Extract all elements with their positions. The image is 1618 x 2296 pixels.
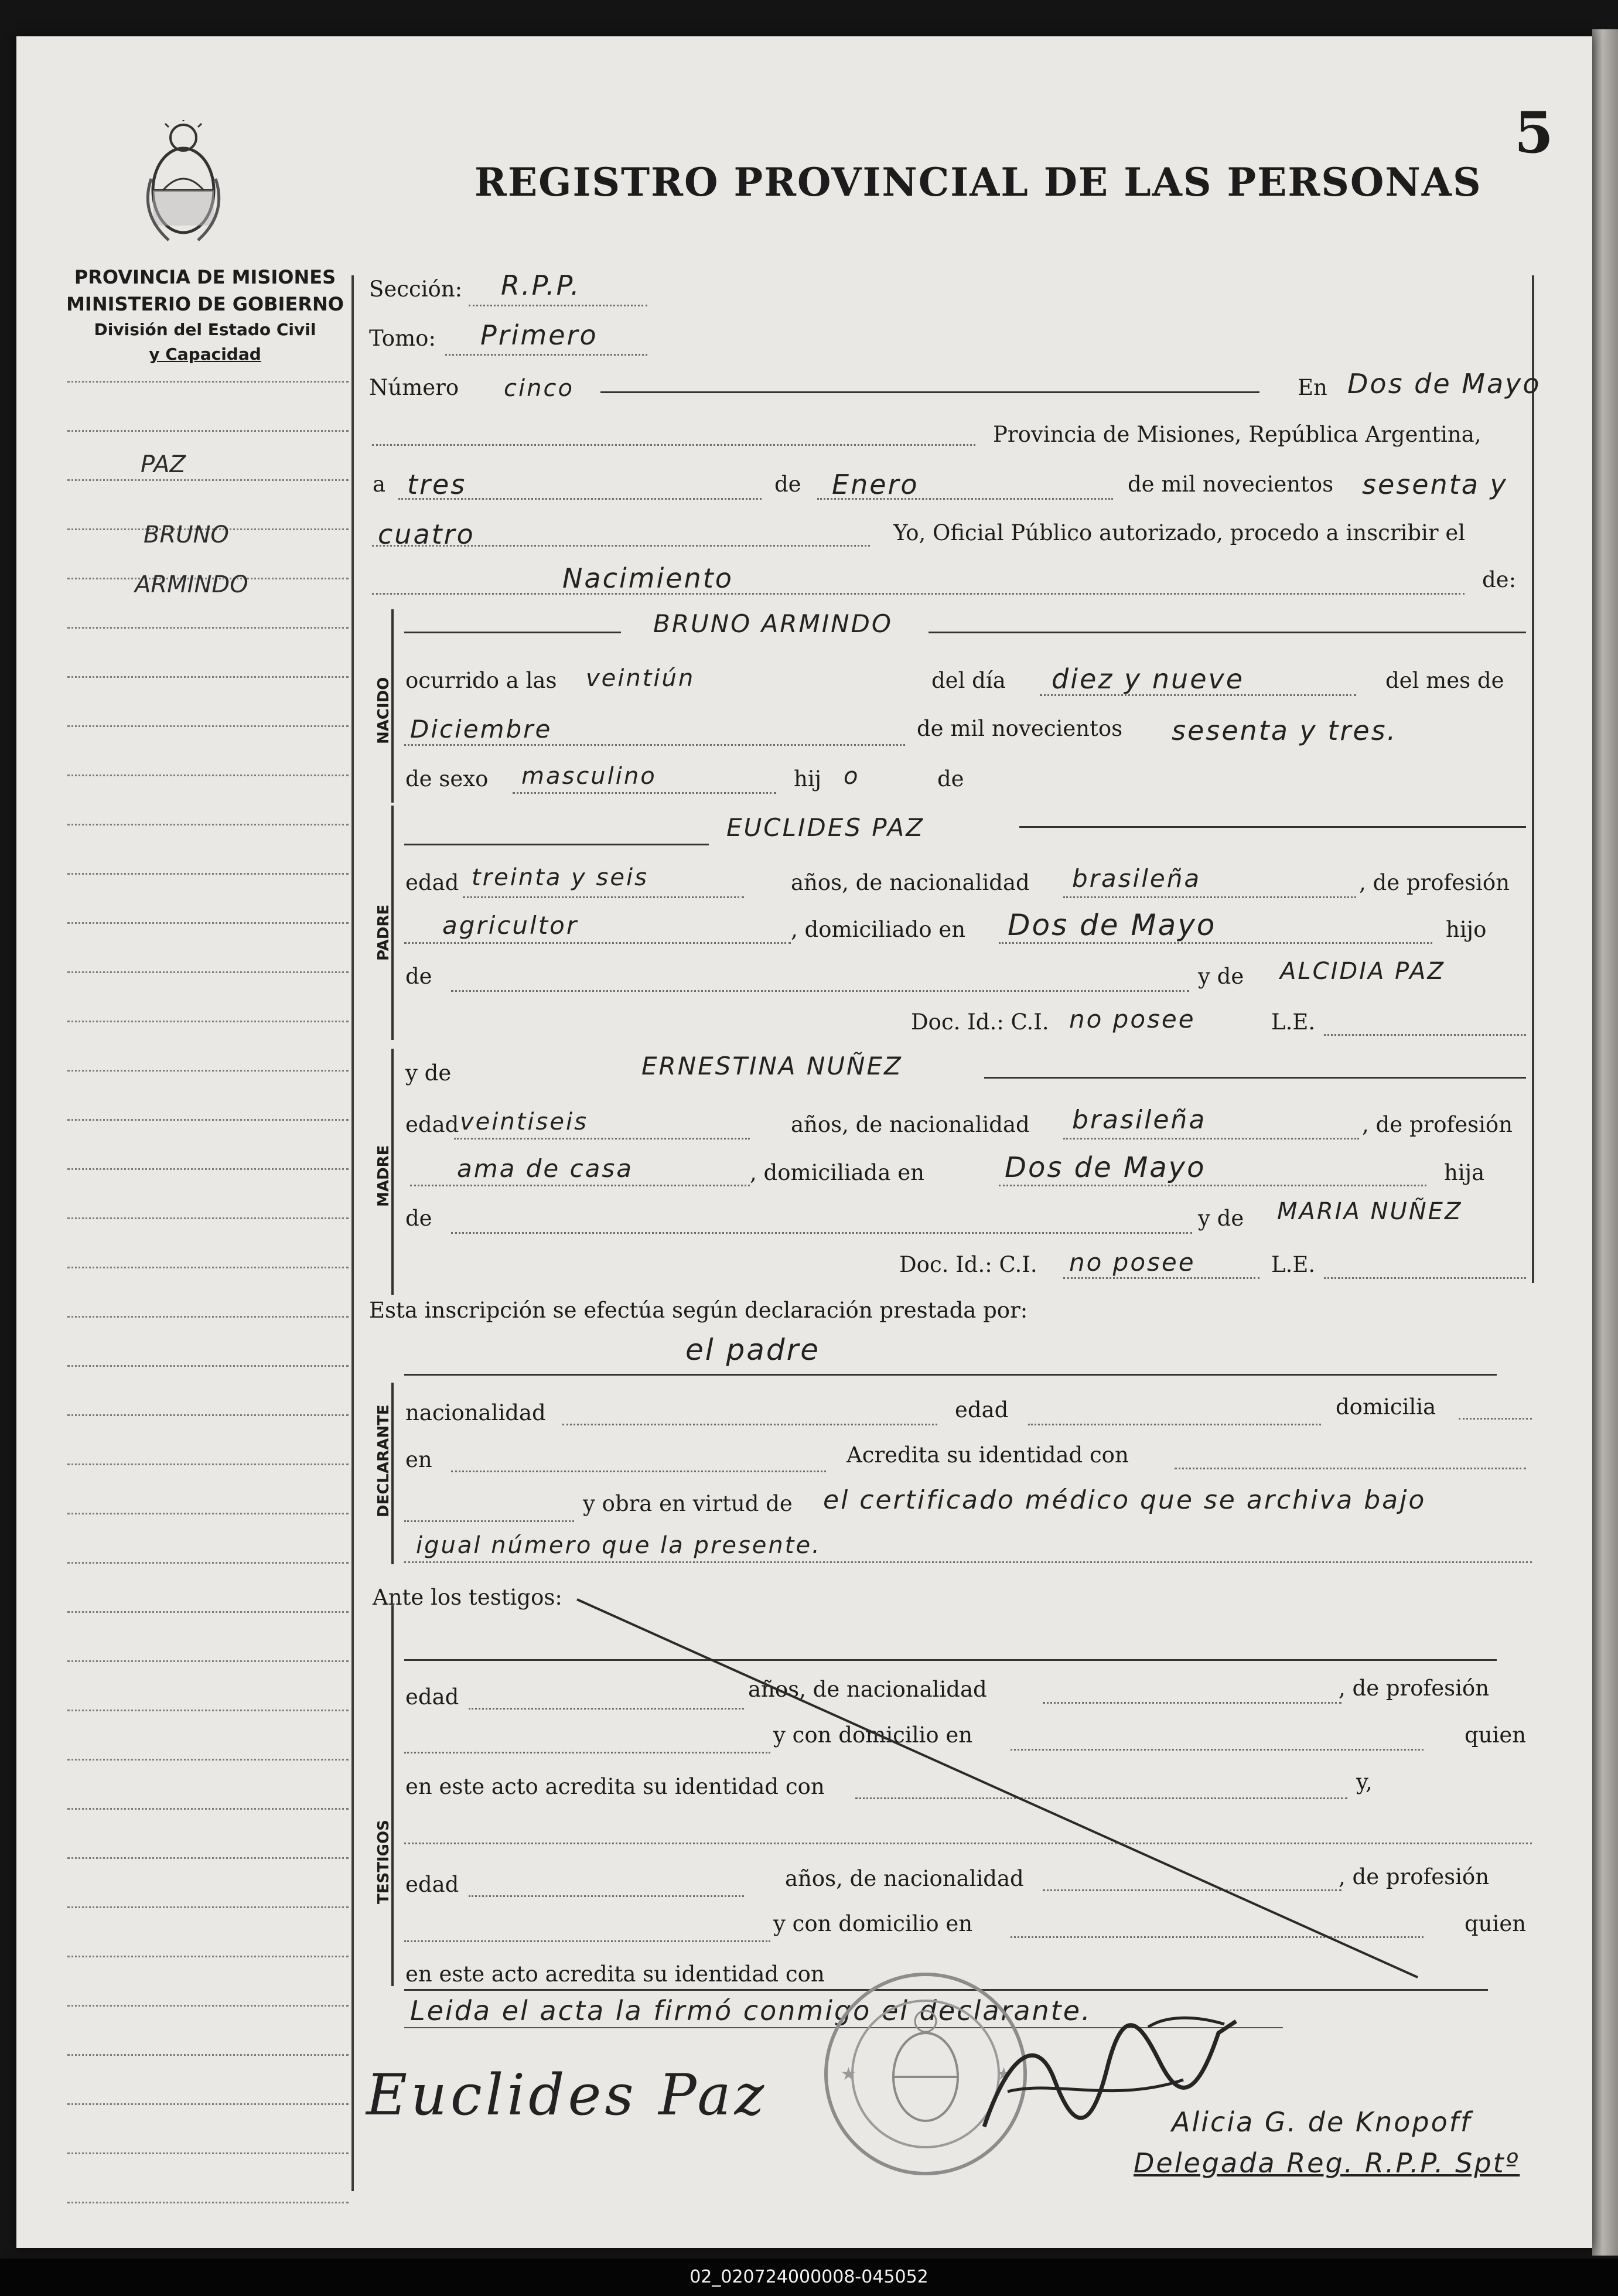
mes-value: Enero — [832, 469, 919, 500]
svg-text:★: ★ — [841, 2064, 856, 2085]
ante-testigos-label: Ante los testigos: — [373, 1585, 562, 1610]
scan-caption: 02_020724000008-045052 — [0, 2259, 1618, 2296]
yo-label: Yo, Oficial Público autorizado, procedo a inscribir el — [893, 520, 1466, 545]
t2-dom-label: y con domicilio en — [773, 1911, 973, 1936]
t2-acto-label: en este acto acredita su identidad con — [405, 1961, 825, 1987]
declarante-value: el padre — [685, 1333, 820, 1367]
virtud-1-value: el certificado médico que se archiva bajo — [823, 1485, 1426, 1515]
madre-le-label: L.E. — [1271, 1252, 1316, 1277]
margin-note-surname: PAZ — [141, 451, 186, 478]
madre-de-label: de — [405, 1206, 432, 1231]
madre-prof-value: ama de casa — [457, 1154, 634, 1183]
de-colon-label: de: — [1482, 567, 1517, 592]
padre-anos-label: años, de nacionalidad — [791, 870, 1030, 895]
del-dia-label: del día — [931, 668, 1006, 693]
ocurrido-label: ocurrido a las — [405, 668, 557, 693]
t1-edad-label: edad — [405, 1684, 459, 1710]
tab-testigos: TESTIGOS — [375, 1820, 392, 1904]
tomo-value: Primero — [480, 319, 598, 351]
madre-hija-label: hija — [1444, 1160, 1485, 1185]
hijo-suffix: o — [844, 763, 860, 790]
decl-edad-label: edad — [955, 1397, 1009, 1422]
tab-nacido: NACIDO — [375, 677, 392, 744]
dia-nac-value: diez y nueve — [1052, 663, 1245, 695]
padre-y-de-label: y de — [1198, 964, 1244, 989]
padre-value: EUCLIDES PAZ — [726, 813, 925, 842]
de-mil2-label: de mil novecientos — [917, 716, 1123, 741]
esta-inscripcion-label: Esta inscripción se efectúa según declaración prestada por: — [369, 1298, 1028, 1323]
padre-edad-value: treinta y seis — [472, 864, 648, 891]
madre-y-de-label: y de — [405, 1060, 452, 1086]
padre-nac-value: brasileña — [1072, 864, 1201, 893]
anio-1-value: sesenta y — [1362, 469, 1508, 500]
page-number: 5 — [1514, 100, 1554, 166]
firma-oficial-scribble-icon — [972, 2010, 1248, 2162]
padre-dom-label: , domiciliado en — [791, 917, 966, 942]
tab-declarante: DECLARANTE — [375, 1404, 392, 1517]
issuer-capacity: y Capacidad — [149, 344, 261, 364]
tomo-label: Tomo: — [369, 326, 436, 351]
t2-anos-label: años, de nacionalidad — [785, 1866, 1024, 1891]
seccion-value: R.P.P. — [501, 269, 581, 301]
decl-obra-label: y obra en virtud de — [583, 1491, 793, 1516]
numero-value: cinco — [504, 375, 574, 402]
anio-nac-value: sesenta y tres. — [1172, 715, 1398, 746]
de-sexo-label: de sexo — [405, 766, 489, 792]
del-mes-label: del mes de — [1385, 668, 1504, 693]
de-label: de — [774, 472, 801, 497]
t1-y-label: y, — [1356, 1769, 1373, 1795]
a-label: a — [373, 472, 386, 497]
t1-acto-label: en este acto acredita su identidad con — [405, 1774, 825, 1799]
madre-edad-value: veintiseis — [460, 1108, 588, 1135]
padre-hijo-label: hijo — [1446, 917, 1487, 942]
t2-quien-label: quien — [1465, 1911, 1527, 1936]
abuela-paterna-value: ALCIDIA PAZ — [1280, 958, 1445, 985]
decl-dom-label: domicilia — [1336, 1394, 1436, 1420]
page-title: REGISTRO PROVINCIAL DE LAS PERSONAS — [475, 159, 1482, 205]
t2-edad-label: edad — [405, 1872, 459, 1897]
decl-en-label: en — [405, 1447, 432, 1472]
tab-madre: MADRE — [375, 1145, 392, 1207]
padre-dom-value: Dos de Mayo — [1008, 908, 1217, 942]
madre-dom-value: Dos de Mayo — [1005, 1151, 1206, 1184]
lugar-value: Dos de Mayo — [1347, 368, 1541, 400]
tab-padre: PADRE — [375, 904, 392, 961]
t1-dom-label: y con domicilio en — [773, 1722, 973, 1748]
virtud-2-value: igual número que la presente. — [416, 1532, 821, 1559]
madre-dom-label: , domiciliada en — [750, 1160, 924, 1185]
madre-doc-value: no posee — [1069, 1248, 1196, 1277]
margin-note-middle-name: ARMINDO — [135, 571, 248, 598]
sexo-value: masculino — [521, 763, 657, 790]
padre-edad-label: edad — [405, 870, 459, 895]
issuer-division: División del Estado Civil — [94, 320, 316, 339]
firma-declarante: Euclides Paz — [366, 2062, 768, 2128]
madre-nac-value: brasileña — [1072, 1105, 1207, 1135]
t1-prof-label: , de profesión — [1339, 1676, 1490, 1701]
padre-de-label: de — [405, 964, 432, 989]
madre-anos-label: años, de nacionalidad — [791, 1112, 1030, 1137]
provincia-label: Provincia de Misiones, República Argentina, — [993, 422, 1482, 447]
padre-doc-value: no posee — [1069, 1005, 1196, 1033]
hijo-label: hij — [794, 766, 822, 792]
padre-le-label: L.E. — [1271, 1009, 1316, 1035]
t1-quien-label: quien — [1465, 1722, 1527, 1748]
madre-y-de2-label: y de — [1198, 1206, 1244, 1231]
dia-value: tres — [407, 469, 467, 500]
margin-note-first-name: BRUNO — [144, 521, 229, 548]
svg-text:★: ★ — [996, 2064, 1012, 2085]
abuela-materna-value: MARIA NUÑEZ — [1277, 1198, 1463, 1225]
t2-prof-label: , de profesión — [1339, 1864, 1490, 1889]
en-label: En — [1298, 375, 1327, 400]
madre-prof-label: , de profesión — [1362, 1112, 1513, 1137]
cierre-value: Leida el acta la firmó conmigo el declarante. — [410, 1995, 1092, 2027]
t1-anos-label: años, de nacionalidad — [748, 1677, 987, 1702]
seccion-label: Sección: — [369, 277, 463, 302]
issuer-ministry: MINISTERIO DE GOBIERNO — [66, 293, 344, 315]
mes-nac-value: Diciembre — [410, 715, 552, 743]
numero-label: Número — [369, 375, 459, 400]
madre-doc-label: Doc. Id.: C.I. — [899, 1252, 1037, 1277]
padre-prof-value: agricultor — [442, 911, 579, 940]
firma-oficial-cargo: Delegada Reg. R.P.P. Sptº — [1134, 2147, 1520, 2179]
nombre-value: BRUNO ARMINDO — [653, 609, 893, 638]
firma-oficial-nombre: Alicia G. de Knopoff — [1172, 2106, 1472, 2138]
madre-edad-label: edad — [405, 1112, 459, 1137]
hora-value: veintiún — [586, 665, 695, 692]
padre-prof-label: , de profesión — [1359, 870, 1510, 895]
de-mil-label: de mil novecientos — [1128, 472, 1334, 497]
de2-label: de — [937, 766, 964, 792]
issuer-province: PROVINCIA DE MISIONES — [74, 266, 336, 288]
decl-nac-label: nacionalidad — [405, 1400, 546, 1425]
padre-doc-label: Doc. Id.: C.I. — [911, 1009, 1049, 1035]
decl-acredita-label: Acredita su identidad con — [846, 1442, 1129, 1468]
anio-2-value: cuatro — [378, 518, 475, 550]
madre-value: ERNESTINA NUÑEZ — [641, 1052, 903, 1080]
acto-value: Nacimiento — [562, 562, 733, 594]
